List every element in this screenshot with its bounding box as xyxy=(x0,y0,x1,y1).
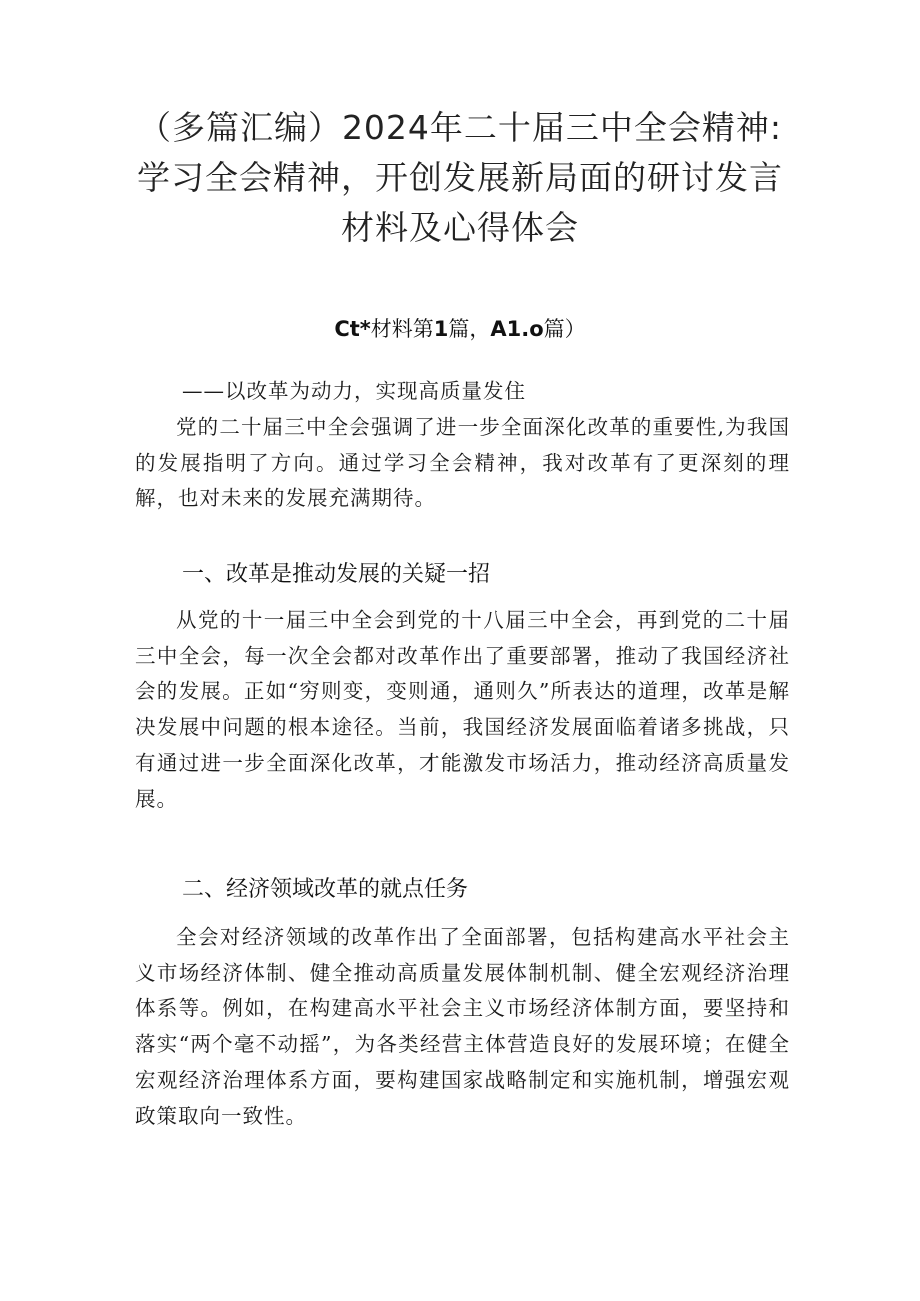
section-2-paragraph: 全会对经济领域的改革作出了全面部署，包括构建高水平社会主义市场经济体制、健全推动高质量发展体制机制、健全宏观经济治理体系等。例如，在构建高水平社会主义市场经济体制方面，要坚持和落实“两个毫不动摇”，为各类经营主体营造良好的发展环境；在健全宏观经济治理体系方面，要构建国家战略制定和实施机制，增强宏观政策取向一致性。 xyxy=(135,925,790,1128)
title-line-2: 学习全会精神，开创发展新局面的研讨发言 xyxy=(137,158,783,197)
section-1-paragraph: 从党的十一届三中全会到党的十八届三中全会，再到党的二十届三中全会，每一次全会都对改革作出了重要部署，推动了我国经济社会的发展。正如“穷则变，变则通，通则久”所表达的道理，改革是解决发展中问题的根本途径。当前，我国经济发展面临着诸多挑战，只有通过进一步全面深化改革，才能激发市场活力，推动经济高质量发展。 xyxy=(135,608,790,811)
title-line-3: 材料及心得体会 xyxy=(341,208,579,247)
lead-line: ——以改革为动力，实现高质量发住 xyxy=(182,379,526,403)
subtitle-text-b: 篇， xyxy=(448,317,491,341)
subtitle-number: 1 xyxy=(433,317,449,341)
document-title xyxy=(120,103,800,253)
section-2-heading: 二、经济领域改革的就点任务 xyxy=(182,877,469,902)
intro-paragraph: 党的二十届三中全会强调了进一步全面深化改革的重要性,为我国的发展指明了方向。通过学习全会精神，我对改革有了更深刻的理解，也对未来的发展充满期待。 xyxy=(135,415,790,511)
subtitle-code: A1.o xyxy=(490,317,544,341)
section-1-heading: 一、改革是推动发展的关疑一招 xyxy=(182,562,491,587)
subtitle-prefix: Ct* xyxy=(334,317,371,341)
article-subtitle xyxy=(0,314,920,344)
title-line-1: （多篇汇编）2024年二十届三中全会精神: xyxy=(137,108,783,147)
subtitle-text-a: 材料第 xyxy=(370,317,434,341)
subtitle-text-c: 篇） xyxy=(543,317,586,341)
